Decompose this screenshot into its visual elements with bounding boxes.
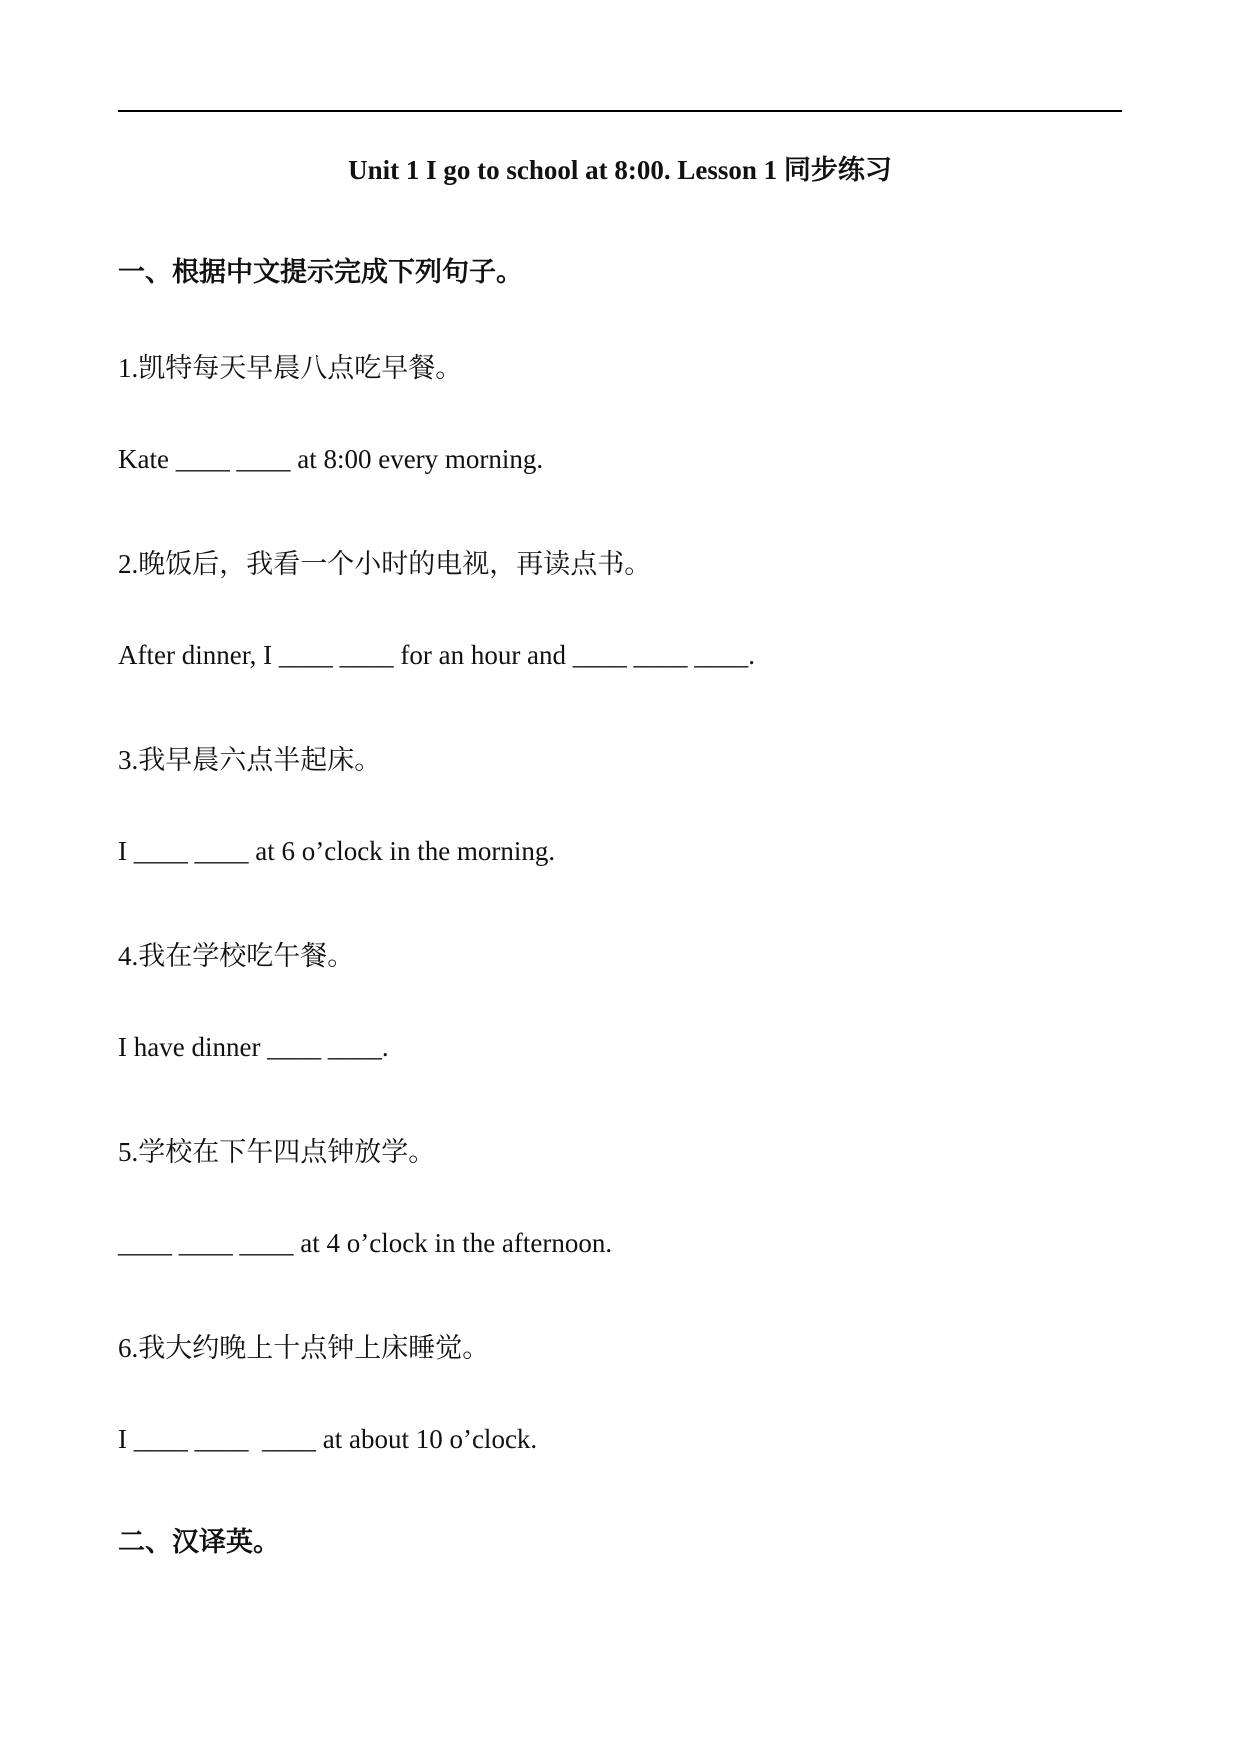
question-6-english: I ____ ____ ____ at about 10 o’clock. (118, 1424, 538, 1454)
question-2-chinese: 2.晚饭后，我看一个小时的电视，再读点书。 (118, 549, 652, 579)
question-3-chinese: 3.我早晨六点半起床。 (118, 745, 382, 775)
question-2-english: After dinner, I ____ ____ for an hour and ____ ____ ____. (118, 640, 756, 670)
question-5-english: ____ ____ ____ at 4 o’clock in the afternoon. (118, 1228, 613, 1258)
header-rule (118, 110, 1122, 112)
section-2-heading: 二、汉译英。 (118, 1527, 280, 1557)
question-3-english: I ____ ____ at 6 o’clock in the morning. (118, 836, 556, 866)
page-title: Unit 1 I go to school at 8:00. Lesson 1 同步练习 (348, 155, 892, 185)
question-5-chinese: 5.学校在下午四点钟放学。 (118, 1137, 436, 1167)
section-1-heading: 一、根据中文提示完成下列句子。 (118, 257, 523, 287)
question-1-english: Kate ____ ____ at 8:00 every morning. (118, 444, 544, 474)
question-1-chinese: 1.凯特每天早晨八点吃早餐。 (118, 353, 463, 383)
question-4-chinese: 4.我在学校吃午餐。 (118, 941, 355, 971)
question-4-english: I have dinner ____ ____. (118, 1032, 389, 1062)
question-6-chinese: 6.我大约晚上十点钟上床睡觉。 (118, 1333, 490, 1363)
